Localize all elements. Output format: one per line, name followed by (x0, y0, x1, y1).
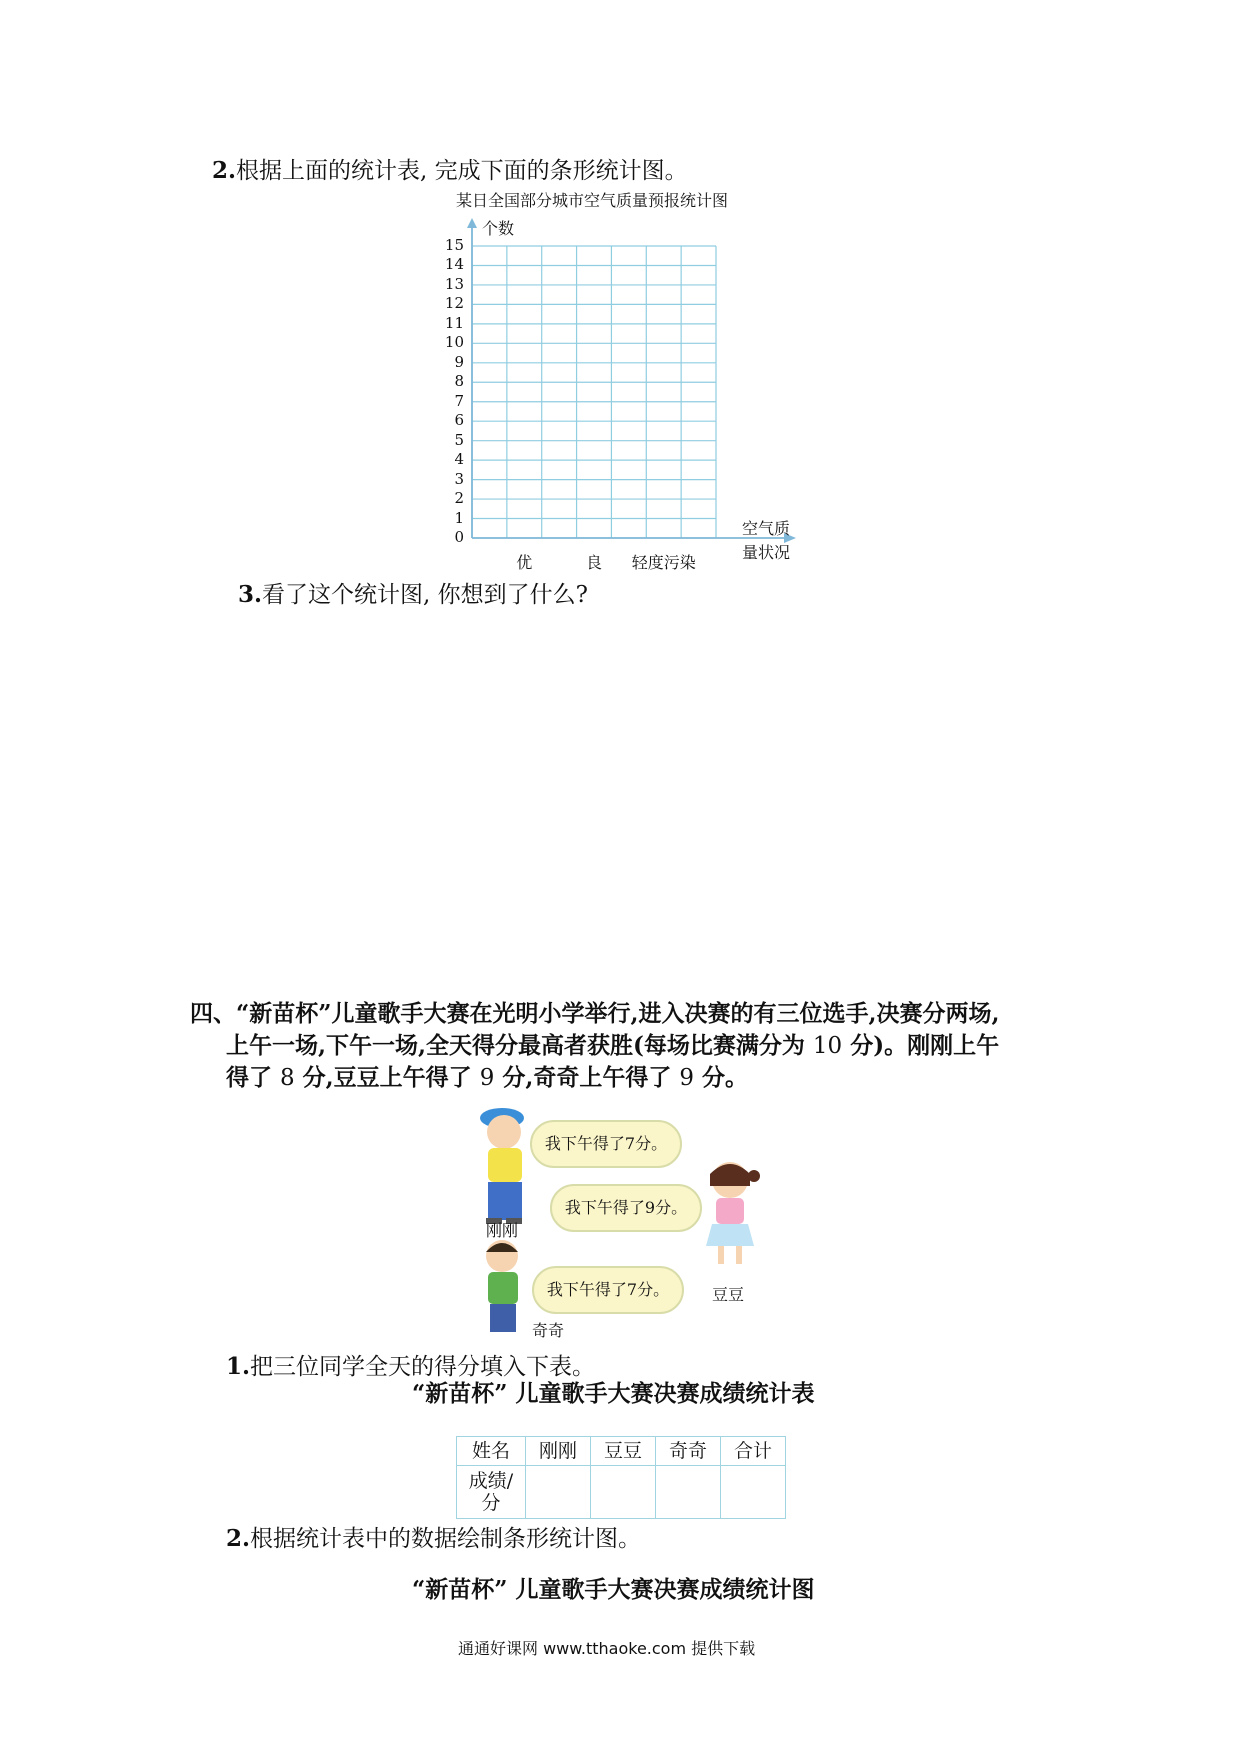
y-tick-label: 4 (454, 450, 464, 469)
score-qi: 9 (679, 1065, 694, 1091)
y-tick-label: 2 (454, 489, 464, 508)
y-tick-label: 9 (454, 352, 464, 371)
name-label-gang: 刚刚 (486, 1221, 519, 1240)
section-text: 分,豆豆上午得了 (294, 1064, 480, 1091)
question-2 (212, 152, 688, 185)
y-tick-label: 8 (454, 372, 464, 391)
table-header-cell: 刚刚 (526, 1437, 591, 1466)
y-tick-label: 6 (454, 411, 464, 430)
boy-gang-figure (480, 1108, 524, 1224)
footer-text: 通通好课网 www.tthaoke.com 提供下载 (458, 1639, 756, 1658)
section-text: 上午一场,下午一场,全天得分最高者获胜(每场比赛满分为 (226, 1032, 813, 1059)
question-number: 2. (226, 1525, 251, 1552)
score-input-cell-qi[interactable] (656, 1466, 721, 1519)
table-row (457, 1466, 786, 1519)
row-label-cell (457, 1466, 526, 1519)
section-4-line2 (226, 1030, 999, 1062)
subquestion-1 (226, 1348, 595, 1381)
name-label-dou: 豆豆 (712, 1285, 745, 1304)
score-input-cell-dou[interactable] (591, 1466, 656, 1519)
row-label-line1: 成绩/ (468, 1470, 514, 1492)
y-tick-label: 13 (444, 274, 464, 293)
table-header-row (457, 1437, 786, 1466)
table-header-cell: 豆豆 (591, 1437, 656, 1466)
speech-bubble-gang: 我下午得了7分。 (530, 1120, 682, 1168)
section-text: “新苗杯”儿童歌手大赛在光明小学举行,进入决赛的有三位选手,决赛分两场, (236, 1000, 1000, 1027)
table-title: “新苗杯” 儿童歌手大赛决赛成绩统计表 (412, 1380, 815, 1407)
chart-title: 某日全国部分城市空气质量预报统计图 (456, 191, 729, 210)
section-label: 四、 (190, 1000, 236, 1027)
y-tick-label: 5 (454, 430, 464, 449)
section-text: 分)。刚刚上午 (842, 1032, 1000, 1059)
row-label-line2: 分 (481, 1492, 501, 1514)
chart2-title: “新苗杯” 儿童歌手大赛决赛成绩统计图 (412, 1576, 815, 1603)
speech-bubble-qi: 我下午得了7分。 (532, 1266, 684, 1314)
air-quality-bar-chart (440, 216, 800, 546)
y-tick-label: 7 (454, 391, 464, 410)
max-score: 10 (812, 1033, 843, 1059)
y-tick-label: 11 (444, 313, 464, 332)
y-axis-label: 个数 (482, 219, 515, 238)
y-tick-label: 15 (444, 236, 464, 254)
section-text: 得了 (226, 1064, 281, 1091)
question-text: 根据统计表中的数据绘制条形统计图。 (250, 1526, 642, 1552)
x-axis-label-line1: 空气质 (742, 519, 791, 538)
section-text: 分。 (694, 1064, 749, 1091)
speech-bubble-dou: 我下午得了9分。 (550, 1184, 702, 1232)
section-4-line1 (190, 998, 999, 1030)
y-tick-label: 1 (454, 508, 464, 527)
girl-dou-figure (706, 1162, 760, 1264)
question-text: 把三位同学全天的得分填入下表。 (250, 1354, 596, 1380)
x-category-label: 优 (516, 553, 533, 572)
y-axis-arrow-icon (467, 218, 477, 228)
score-gang: 8 (280, 1065, 295, 1091)
score-input-cell-total[interactable] (721, 1466, 786, 1519)
y-tick-label: 14 (444, 255, 464, 274)
question-text: 根据上面的统计表, 完成下面的条形统计图。 (236, 158, 688, 184)
x-category-label: 良 (586, 553, 603, 572)
question-text: 看了这个统计图, 你想到了什么? (262, 582, 588, 608)
question-number: 1. (226, 1353, 251, 1380)
y-tick-label: 3 (454, 469, 464, 488)
x-axis-label-line2: 量状况 (742, 543, 791, 562)
score-table (456, 1436, 786, 1519)
y-tick-label: 12 (444, 294, 464, 313)
table-header-cell: 合计 (721, 1437, 786, 1466)
section-4-line3 (226, 1062, 748, 1094)
score-dou: 9 (479, 1065, 495, 1091)
boy-qi-figure (486, 1240, 518, 1332)
name-label-qi: 奇奇 (532, 1321, 565, 1340)
question-3 (238, 576, 588, 609)
section-text: 分,奇奇上午得了 (494, 1064, 680, 1091)
table-header-cell: 奇奇 (656, 1437, 721, 1466)
x-category-label: 轻度污染 (631, 553, 696, 572)
question-number: 3. (238, 581, 263, 608)
subquestion-2 (226, 1520, 641, 1553)
table-header-cell: 姓名 (457, 1437, 526, 1466)
question-number: 2. (212, 157, 237, 184)
y-tick-label: 10 (444, 333, 464, 352)
score-input-cell-gang[interactable] (526, 1466, 591, 1519)
y-tick-label: 0 (454, 528, 464, 546)
